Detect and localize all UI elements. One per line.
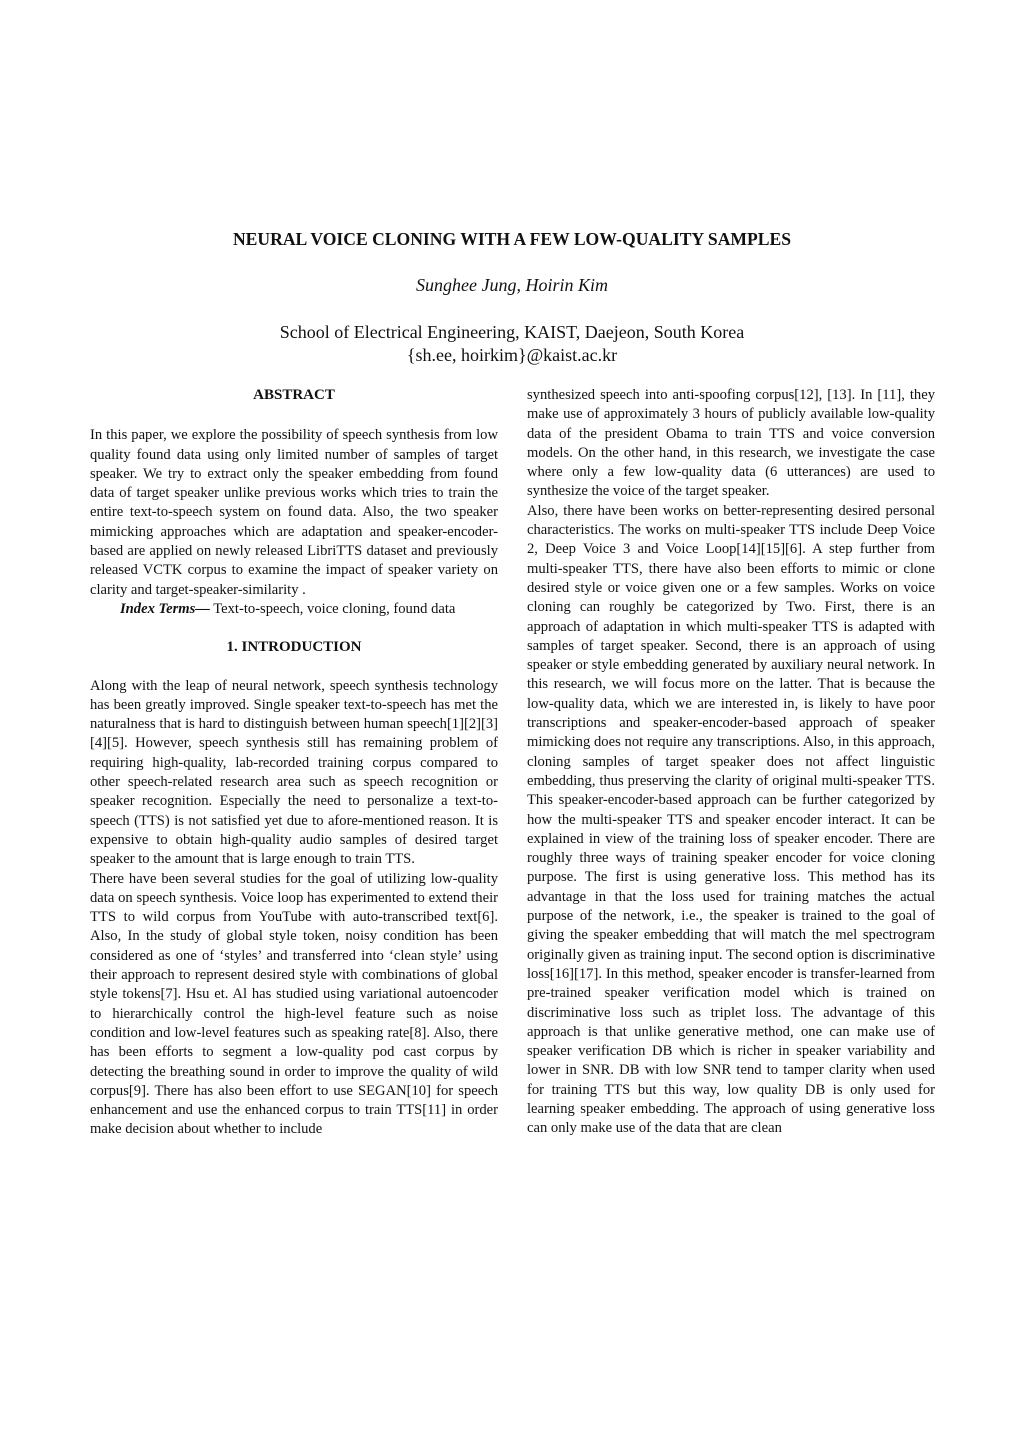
- author-email: {sh.ee, hoirkim}@kaist.ac.kr: [406, 345, 618, 365]
- index-terms: [90, 600, 498, 619]
- index-terms-label: Index Terms—: [120, 600, 210, 617]
- intro-paragraph-2-continued: synthesized speech into anti-spoofing corpus[12], [13]. In [11], they make use of approximately 3 hours of publicly available low-quality data of the president Obama to train TTS and voice conversion models. On the other hand, in this research, we investigate the case where only a few low-quality data (6 utterances) are used to synthesize the voice of the target speaker.: [527, 387, 935, 500]
- intro-paragraph-2: There have been several studies for the goal of utilizing low-quality data on speech synthesis. Voice loop has experimented to extend their TTS to wild corpus from YouTube with auto-transcribed text[6]. Also, In the study of global style token, noisy condition has been considered as one of ‘styles’ and transferred into ‘clean style’ using their approach to represent desired style with combinations of global style tokens[7]. Hsu et. Al has studied using variational autoencoder to hierarchically control the high-level feature such as noise condition and low-level features such as speaking rate[8]. Also, there has been efforts to segment a low-quality pod cast corpus by detecting the breathing sound in order to improve the quality of wild corpus[9]. There has also been effort to use SEGAN[10] for speech enhancement and use the enhanced corpus to train TTS[11] in order make decision about whether to include: [90, 870, 498, 1138]
- intro-paragraph-3: Also, there have been works on better-representing desired personal characteristics. The works on multi-speaker TTS include Deep Voice 2, Deep Voice 3 and Voice Loop[14][15][6]. A step further from multi-speaker TTS, there have also been efforts to mimic or clone desired style or voice given one or a few samples. Works on voice cloning can roughly be categorized by Two. First, there is an approach of adaptation in which multi-speaker TTS is adapted with samples of target speaker. Second, there is an approach of using speaker or style embedding generated by auxiliary neural network. In this research, we will focus more on the latter. That is because the low-quality data, which we are interested in, is likely to have poor transcriptions and speaker-encoder-based approach of speaker mimicking does not require any transcriptions. Also, in this approach, cloning samples of target speaker does not affect linguistic embedding, thus preserving the clarity of original multi-speaker TTS. This speaker-encoder-based approach can be further categorized by how the multi-speaker TTS and speaker encoder interact. It can be explained in view of the training loss of speaker encoder. There are roughly three ways of training speaker encoder for voice cloning purpose. The first is using generative loss. This method has its advantage in that the loss used for training matches the actual purpose of the network, i.e., the speaker is trained to the goal of giving the speaker embedding that will match the mel spectrogram originally given as training input. The second option is discriminative loss[16][17]. In this method, speaker encoder is transfer-learned from pre-trained speaker verification model which is trained on discriminative loss such as triplet loss. The advantage of this approach is that unlike generative method, one can make use of speaker verification DB which is richer in speaker variability and lower in SNR. DB with low SNR tend to tamper clarity when used for training TTS but this way, low quality DB is only used for learning speaker embedding. The approach of using generative loss can only make use of the data that are clean: [527, 502, 935, 1137]
- right-column: [527, 386, 935, 1139]
- abstract-text: In this paper, we explore the possibility of speech synthesis from low quality found data using only limited number of samples of target speaker. We try to extract only the speaker embedding from found data of target speaker unlike previous works which tries to train the entire text-to-speech system on found data. Also, the two speaker mimicking approaches which are adaptation and speaker-encoder-based are applied on newly released LibriTTS dataset and previously released VCTK corpus to examine the impact of speaker variety on clarity and target-speaker-similarity .: [90, 427, 498, 598]
- author-affiliation-block: [0, 321, 1024, 367]
- introduction-heading: 1. INTRODUCTION: [226, 639, 362, 656]
- paper-authors: Sunghee Jung, Hoirin Kim: [416, 275, 608, 295]
- intro-paragraph-1: Along with the leap of neural network, speech synthesis technology has been greatly improved. Single speaker text-to-speech has met the naturalness that is hard to distinguish between human speech[1][2][3][4][5]. However, speech synthesis still has remaining problem of requiring high-quality, lab-recorded training corpus compared to other speech-related research area such as speech recognition or speaker recognition. Especially the need to personalize a text-to-speech (TTS) is not satisfied yet due to afore-mentioned reason. It is expensive to obtain high-quality audio samples of desired target speaker to the amount that is large enough to train TTS.: [90, 677, 498, 868]
- affiliation: School of Electrical Engineering, KAIST, Daejeon, South Korea: [279, 322, 745, 342]
- abstract-heading: ABSTRACT: [253, 387, 335, 403]
- left-column: [90, 384, 498, 1140]
- index-terms-text: Text-to-speech, voice cloning, found data: [209, 600, 456, 617]
- paper-title: NEURAL VOICE CLONING WITH A FEW LOW-QUALITY SAMPLES: [232, 229, 792, 249]
